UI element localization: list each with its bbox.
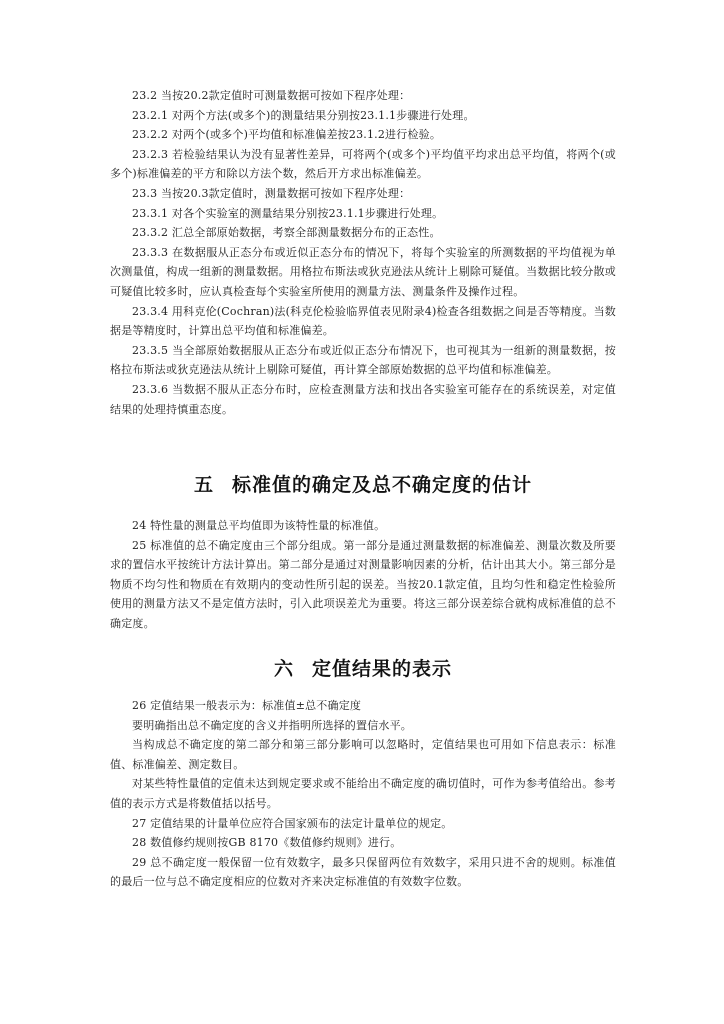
section-title: 标准值的确定及总不确定度的估计 xyxy=(232,474,533,496)
paragraph: 23.2 当按20.2款定值时可测量数据可按如下程序处理： xyxy=(132,89,411,102)
paragraph: 23.2.2 对两个(或多个)平均值和标准偏差按23.1.2进行检验。 xyxy=(132,128,442,142)
paragraph: 当构成总不确定度的第二部分和第三部分影响可以忽略时，定值结果也可用如下信息表示：标准值、标准偏差、测定数目。 xyxy=(110,738,616,771)
paragraph: 23.3.2 汇总全部原始数据，考察全部测量数据分布的正态性。 xyxy=(132,226,441,240)
section-6-heading xyxy=(110,654,616,681)
paragraph: 23.3.5 当全部原始数据服从正态分布或近似正态分布情况下，也可视其为一组新的测量数据，按格拉布斯法或狄克逊法从统计上剔除可疑值，再计算全部原始数据的总平均值和标准偏差。 xyxy=(110,343,616,377)
paragraph: 23.3.4 用科克伦(Cochran)法(科克伦检验临界值表见附录4)检查各组数据之间是否等精度。当数据是等精度时，计算出总平均值和标准偏差。 xyxy=(110,304,616,338)
section-number: 五 xyxy=(193,474,214,496)
paragraph: 29 总不确定度一般保留一位有效数字，最多只保留两位有效数字，采用只进不舍的规则。标准值的最后一位与总不确定度相应的位数对齐来决定标准值的有效数字位数。 xyxy=(110,855,616,889)
paragraph: 23.2.3 若检验结果认为没有显著性差异，可将两个(或多个)平均值平均求出总平均值，将两个(或多个)标准偏差的平方和除以方法个数，然后开方求出标准偏差。 xyxy=(110,147,616,181)
paragraph: 23.3.6 当数据不服从正态分布时，应检查测量方法和找出各实验室可能存在的系统误差，对定值结果的处理持慎重态度。 xyxy=(110,382,616,416)
section-23-body xyxy=(110,86,616,419)
paragraph: 27 定值结果的计量单位应符合国家颁布的法定计量单位的规定。 xyxy=(132,816,453,830)
paragraph: 23.3.3 在数据服从正态分布或近似正态分布的情况下，将每个实验室的所测数据的平均值视为单次测量值，构成一组新的测量数据。用格拉布斯法或狄克逊法从统计上剔除可疑值。当数据比较分散或可疑值比较多时，应认真检查每个实验室所使用的测量方法、测量条件及操作过程。 xyxy=(110,245,616,298)
paragraph: 25 标准值的总不确定度由三个部分组成。第一部分是通过测量数据的标准偏差、测量次数及所要求的置信水平按统计方法计算出。第二部分是通过对测量影响因素的分析，估计出其大小。第三部分是物质不均匀性和物质在有效期内的变动性所引起的误差。当按20.1款定值，且均匀性和稳定性检验所使用的测量方法又不是定值方法时，引入此项误差尤为重要。将这三部分误差综合就构成标准值的总不确定度。 xyxy=(110,538,616,630)
paragraph: 对某些特性量值的定值未达到规定要求或不能给出不确定度的确切值时，可作为参考值给出。参考值的表示方式是将数值括以括号。 xyxy=(110,777,616,810)
section-5-body xyxy=(110,516,616,634)
paragraph: 23.3.1 对各个实验室的测量结果分别按23.1.1步骤进行处理。 xyxy=(132,206,444,220)
section-6-body xyxy=(110,696,616,892)
section-title: 定值结果的表示 xyxy=(312,658,453,680)
paragraph: 23.2.1 对两个方法(或多个)的测量结果分别按23.1.1步骤进行处理。 xyxy=(132,108,475,122)
section-5-heading xyxy=(110,470,616,497)
section-number: 六 xyxy=(273,658,294,680)
paragraph: 23.3 当按20.3款定值时，测量数据可按如下程序处理： xyxy=(132,186,411,200)
paragraph: 要明确指出总不确定度的含义并指明所选择的置信水平。 xyxy=(132,718,412,732)
paragraph: 28 数值修约规则按GB 8170《数值修约规则》进行。 xyxy=(132,836,402,850)
paragraph: 24 特性量的测量总平均值即为该特性量的标准值。 xyxy=(132,519,386,532)
paragraph: 26 定值结果一般表示为：标准值±总不确定度 xyxy=(132,699,362,712)
